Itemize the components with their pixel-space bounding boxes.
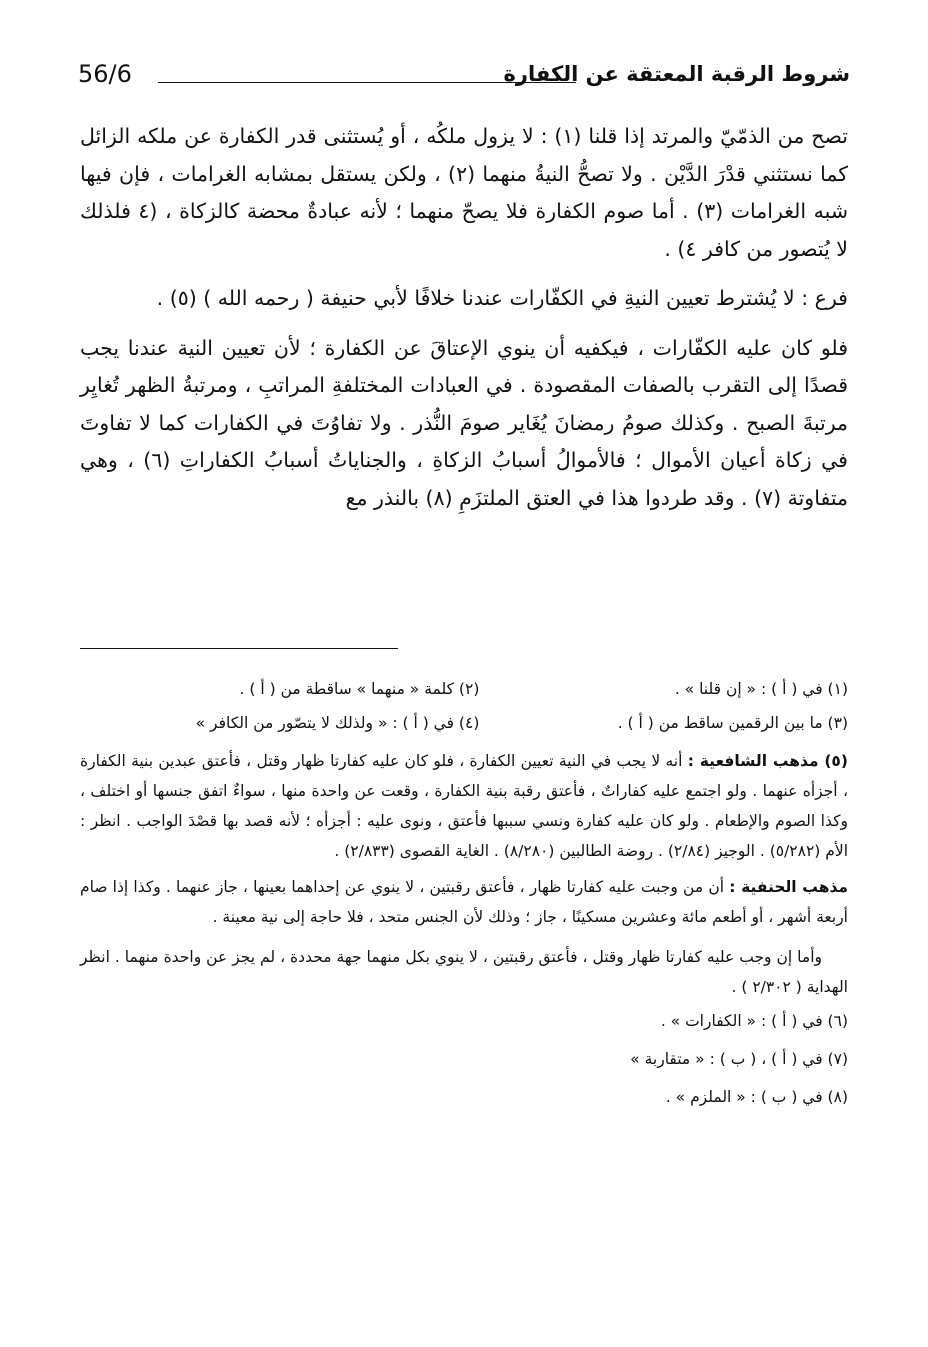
footnote-row bbox=[80, 706, 848, 740]
body-paragraph-3: فلو كان عليه الكفّارات ، فيكفيه أن ينوي الإعتاقَ عن الكفارة ؛ لأن تعيين النية عندنا يجب قصدًا إلى التقرب بالصفات المقصودة . في العبادات المختلفةِ المراتبِ ، ومرتبةُ الظهر تُغايِر مرتبةَ الصبح . وكذلك صومُ رمضانَ يُغَاير صومَ النُّذر . ولا تفاوُتَ في الكفارات كما لا تفاوتَ في زكاة أعيان الأموال ؛ فالأموالُ أسبابُ الزكاةِ ، والجناياتُ أسبابُ الكفاراتِ (٦) ، وهي متفاوتة (٧) . وقد طردوا هذا في العتق الملتزَمِ (٨) بالنذر مع bbox=[80, 335, 848, 510]
footnote-5-hanafi bbox=[80, 872, 848, 932]
footnote-8: (٨) في ( ب ) : « الملزم » . bbox=[665, 1088, 848, 1106]
footnotes bbox=[80, 672, 848, 1116]
footnote-3: (٣) ما بين الرقمين ساقط من ( أ ) . bbox=[617, 714, 848, 732]
header-rule bbox=[158, 82, 576, 83]
footnote-6: (٦) في ( أ ) : « الكفارات » . bbox=[660, 1012, 848, 1030]
footnote-5 bbox=[80, 746, 848, 866]
footnote-5-heading: (٥) مذهب الشافعية : bbox=[687, 752, 848, 770]
footnote-row bbox=[80, 672, 848, 706]
hanafi-text: أن من وجبت عليه كفارتا ظهار ، فأعتق رقبتين ، لا ينوي عن إحداهما بعينها ، جاز عنهما . وكذا إذا صام أربعة أشهر ، أو أطعم مائة وعشرين مسكينًا ، جاز ؛ وذلك لأن الجنس متحد ، فلا حاجة إلى نية معينة . bbox=[80, 878, 848, 926]
header-title: شروط الرقبة المعتقة عن الكفارة bbox=[503, 62, 850, 86]
hanafi-heading: مذهب الحنفية : bbox=[729, 878, 848, 896]
running-header bbox=[78, 58, 850, 92]
footnote-5-text: أنه لا يجب في النية تعيين الكفارة ، فلو كان عليه كفارتا ظهار وقتل ، فأعتق عبدين بنية الكفارة ، أجزأه عنهما . ولو اجتمع عليه كفاراتٌ ، فأعتق رقبة بنية الكفارة ، وقعت عن واحدة منها ، سواءٌ اتفق جنسها أو اختلف ، وكذا الصوم والإطعام . ولو كان عليه كفارة ونسي سببها فأعتق ، ونوى عليه : أجزأه ؛ لأنه قصد بها قصْدَ الواجب . انظر : الأم (٥/٢٨٢) . الوجيز (٢/٨٤) . روضة الطالبين (٨/٢٨٠) . الغاية القصوى (٢/٨٣٣) . bbox=[80, 752, 848, 860]
page-number: 56/6 bbox=[78, 60, 132, 88]
main-text bbox=[80, 118, 848, 517]
body-paragraph-2: فرع : لا يُشترط تعيين النيةِ في الكفّارات عندنا خلافًا لأبي حنيفة ( رحمه الله ) (٥) . bbox=[156, 286, 848, 310]
footnote-2: (٢) كلمة « منهما » ساقطة من ( أ ) . bbox=[239, 680, 480, 698]
footnote-separator bbox=[80, 648, 398, 649]
body-paragraph-1: تصح من الذمّيّ والمرتد إذا قلنا (١) : لا يزول ملكُه ، أو يُستثنى قدر الكفارة عن ملكه الزائل كما نستثني قدْرَ الدَّيْن . ولا تصحُّ النيةُ منهما (٢) ، ولكن يستقل بمشابه الغرامات ، فإن فيها شبه الغرامات (٣) . أما صوم الكفارة فلا يصحّ منهما ؛ لأنه عبادةٌ محضة كالزكاة ، (٤ فلذلك لا يُتصور من كافر ٤) . bbox=[80, 124, 848, 261]
hanafi-paragraph-2: وأما إن وجب عليه كفارتا ظهار وقتل ، فأعتق رقبتين ، لا ينوي بكل منهما جهة محددة ، لم يجز عن واحدة منهما . انظر الهداية ( ٢/٣٠٢ ) . bbox=[80, 948, 848, 996]
footnote-7: (٧) في ( أ ) ، ( ب ) : « متقاربة » bbox=[630, 1050, 848, 1068]
footnote-4: (٤) في ( أ ) : « ولذلك لا يتصّور من الكافر » bbox=[195, 714, 480, 732]
footnote-1: (١) في ( أ ) : « إن قلنا » . bbox=[674, 680, 848, 698]
